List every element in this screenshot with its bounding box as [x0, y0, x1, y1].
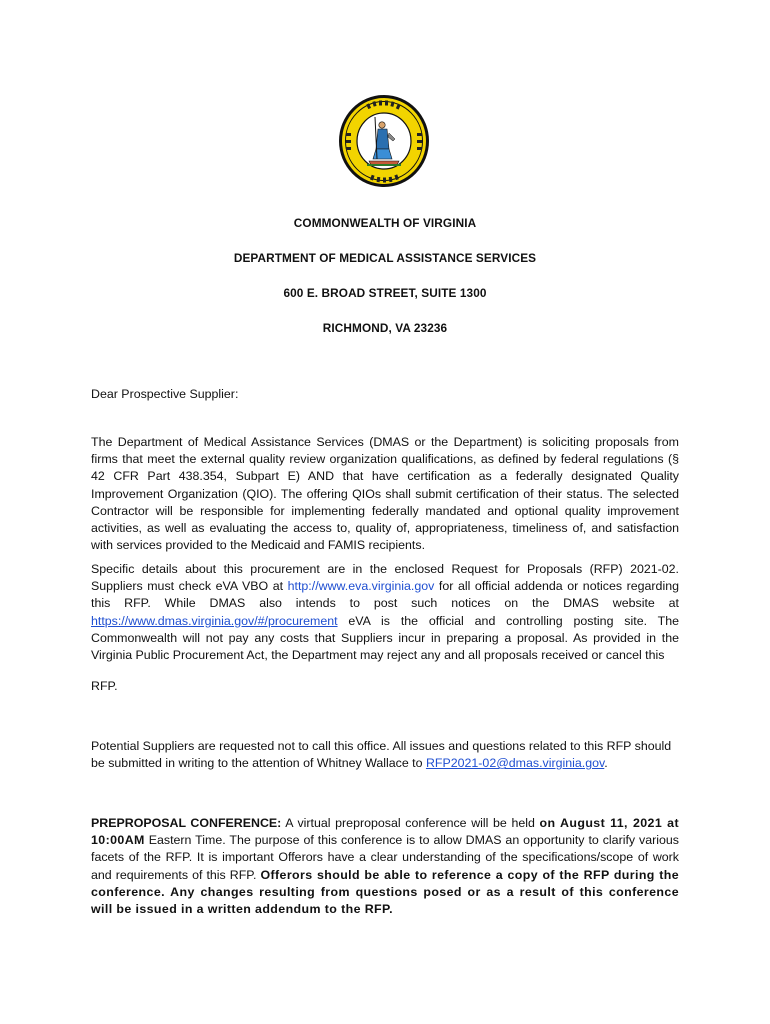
dmas-procurement-link[interactable]: https://www.dmas.virginia.gov/#/procurement: [91, 613, 338, 628]
intro-paragraph: The Department of Medical Assistance Services (DMAS or the Department) is soliciting proposals from firms that meet the external quality review organization qualifications, as defined by federal regulations (§ 42 CFR Part 438.354, Subpart E) AND that have certification as a federally designated Quality Improvement Organization (QIO). The offering QIOs shall submit certification of their status. The selected Contractor will be responsible for implementing federally mandated and optional quality improvement activities, as well as evaluating the access to, quality of, appropriateness, timeliness of, and satisfaction with services provided to the Medicaid and FAMIS recipients.: [91, 435, 679, 553]
conference-bold-notice: Offerors should be able to reference a copy of the RFP during the conference. Any changes resulting from questions posed or as a result of this conference will be issued in a written addendum to the RFP.: [91, 867, 679, 917]
virginia-seal-logo: [337, 93, 431, 189]
salutation: Dear Prospective Supplier:: [91, 387, 239, 401]
conference-label: PREPROPOSAL CONFERENCE:: [91, 816, 282, 830]
details-text-1: Specific details about this procurement are in the enclosed Request for Proposals (RFP) 2021-02. Suppliers must check eVA VBO at: [91, 562, 679, 594]
commonwealth-heading: COMMONWEALTH OF VIRGINIA: [293, 216, 477, 230]
details-tail-rfp: RFP.: [91, 679, 118, 693]
details-text-2: for all official addenda or notices regarding this RFP. While DMAS also intends to post such notices on the DMAS website at: [91, 579, 679, 611]
contact-text-1: Potential Suppliers are requested not to call this office. All issues and questions related to this RFP should be submitted in writing to the attention of Whitney Wallace to: [91, 739, 672, 771]
contact-text-2: .: [604, 756, 608, 771]
conference-text-1: A virtual preproposal conference will be held: [281, 816, 540, 830]
preproposal-conference-paragraph: [91, 815, 679, 918]
contact-paragraph: [91, 738, 679, 772]
conference-text-2: Eastern Time. The purpose of this conference is to allow DMAS an opportunity to clarify various facets of the RFP. It is important Offerors have a clear understanding of the specifications/scope of work and requirements of this RFP.: [91, 833, 679, 882]
conference-date: on August 11, 2021 at 10:00AM: [91, 816, 679, 848]
street-address-heading: 600 E. BROAD STREET, SUITE 1300: [283, 286, 487, 300]
eva-website-link[interactable]: http://www.eva.virginia.gov: [287, 579, 435, 594]
city-state-heading: RICHMOND, VA 23236: [322, 321, 448, 335]
rfp-email-link[interactable]: RFP2021-02@dmas.virginia.gov: [425, 756, 605, 771]
procurement-details-paragraph: [91, 561, 679, 664]
department-heading: DEPARTMENT OF MEDICAL ASSISTANCE SERVICES: [233, 251, 537, 265]
details-text-3: eVA is the official and controlling posting site. The Commonwealth will not pay any costs that Suppliers incur in preparing a proposal. As provided in the Virginia Public Procurement Act, the Department may reject any and all proposals received or cancel this: [91, 613, 679, 663]
